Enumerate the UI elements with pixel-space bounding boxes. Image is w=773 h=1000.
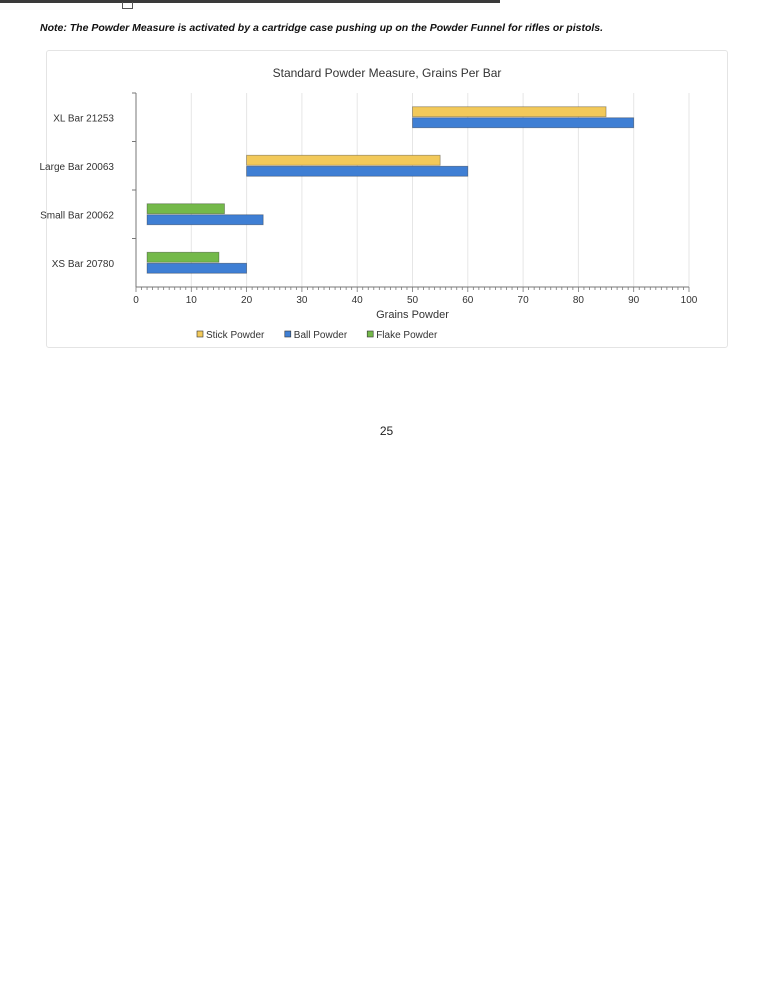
legend-label: Ball Powder bbox=[293, 330, 348, 341]
bar-flake-powder bbox=[147, 252, 219, 262]
x-tick-label: 90 bbox=[628, 295, 640, 306]
bar-stick-powder bbox=[247, 155, 441, 165]
legend-label: Stick Powder bbox=[206, 330, 265, 341]
legend-swatch bbox=[197, 331, 203, 337]
bar-flake-powder bbox=[147, 204, 224, 214]
page-number: 25 bbox=[379, 424, 394, 438]
bar-ball-powder bbox=[147, 263, 247, 273]
powder-measure-chart bbox=[39, 51, 727, 347]
legend-swatch bbox=[285, 331, 291, 337]
chart-container bbox=[39, 50, 728, 348]
bar-ball-powder bbox=[413, 118, 634, 128]
y-category-label: XL Bar 21253 bbox=[53, 113, 114, 125]
x-tick-label: 30 bbox=[296, 295, 308, 306]
chart-title: Standard Powder Measure, Grains Per Bar bbox=[272, 66, 502, 80]
x-tick-label: 50 bbox=[406, 295, 419, 306]
x-tick-label: 10 bbox=[185, 295, 197, 306]
x-tick-label: 100 bbox=[680, 295, 698, 306]
bar-ball-powder bbox=[247, 166, 468, 176]
x-axis-label: Grains Powder bbox=[376, 309, 449, 321]
x-tick-label: 0 bbox=[133, 295, 139, 306]
note-text: Note: The Powder Measure is activated by a cartridge case pushing up on the Powder Funnel for rifles or pistols. bbox=[40, 22, 604, 34]
x-tick-label: 20 bbox=[241, 295, 253, 306]
y-category-label: Large Bar 20063 bbox=[39, 161, 114, 173]
bar-ball-powder bbox=[147, 215, 263, 225]
top-rule bbox=[0, 0, 500, 3]
y-category-label: XS Bar 20780 bbox=[51, 258, 114, 270]
x-tick-label: 40 bbox=[351, 295, 363, 306]
y-category-label: Small Bar 20062 bbox=[40, 210, 114, 222]
legend-swatch bbox=[367, 331, 373, 337]
x-tick-label: 60 bbox=[462, 295, 474, 306]
x-tick-label: 80 bbox=[572, 295, 584, 306]
binder-mark bbox=[122, 2, 133, 9]
x-tick-label: 70 bbox=[517, 295, 529, 306]
legend-label: Flake Powder bbox=[376, 330, 438, 341]
bar-stick-powder bbox=[413, 107, 607, 117]
